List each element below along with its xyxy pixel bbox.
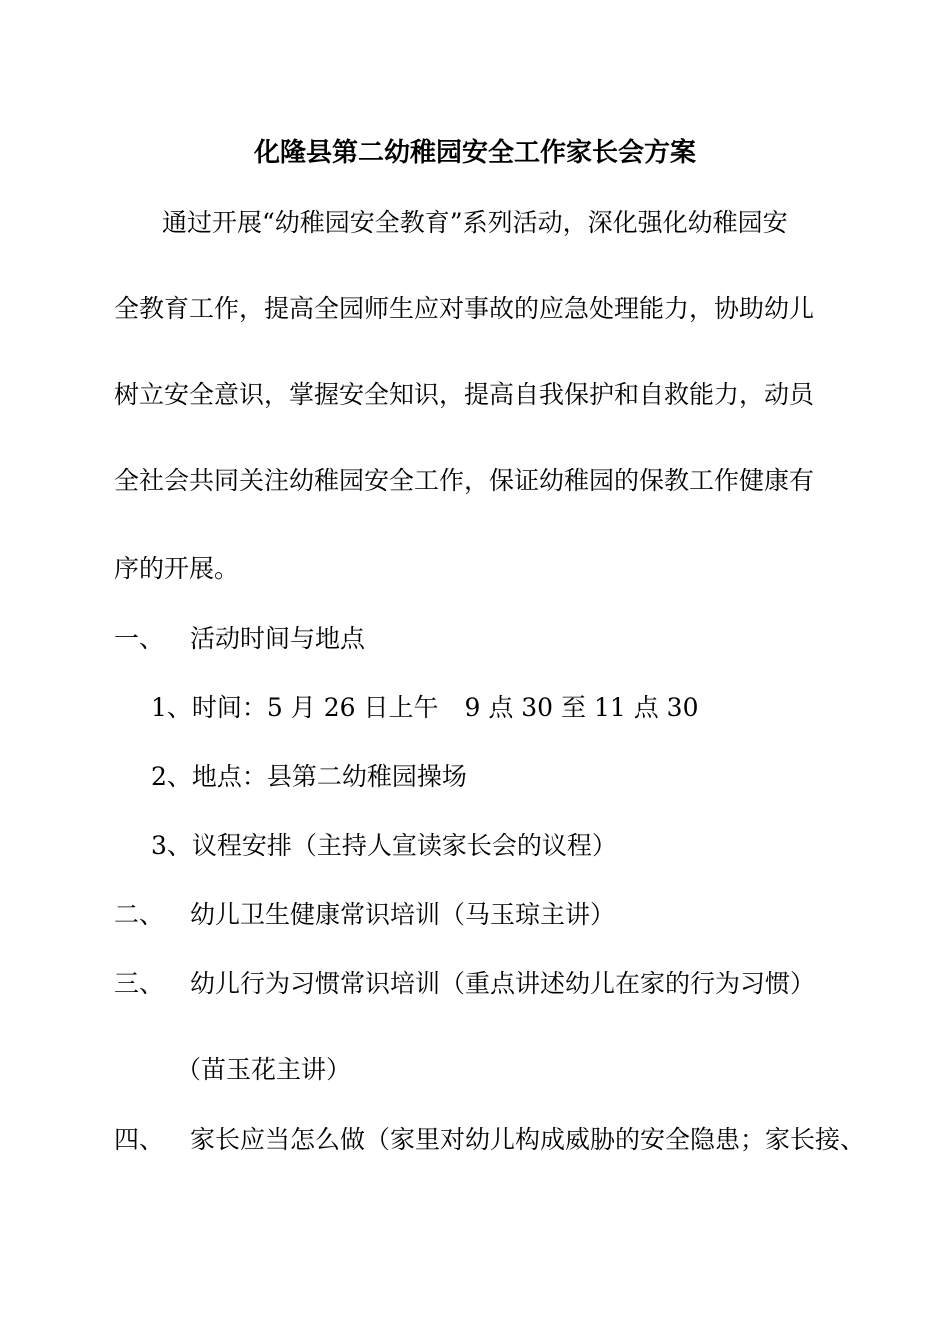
item-1-hours: 9 点 30 至 11 点 30 — [464, 693, 699, 722]
section-4-number: 四、 — [114, 1125, 165, 1154]
section-3-continuation: （苗玉花主讲） — [176, 1055, 352, 1084]
document-title: 化隆县第二幼稚园安全工作家长会方案 — [253, 138, 696, 168]
section-1-heading — [114, 621, 365, 657]
intro-line-2: 全教育工作，提高全园师生应对事故的应急处理能力，协助幼儿 — [114, 294, 815, 323]
section-1-number: 一、 — [114, 624, 165, 653]
section-2-heading — [114, 897, 615, 933]
intro-line-4: 全社会共同关注幼稚园安全工作，保证幼稚园的保教工作健康有 — [114, 466, 815, 495]
section-2-number: 二、 — [114, 900, 165, 929]
item-2-location: 2、地点：县第二幼稚园操场 — [151, 762, 467, 791]
item-3-agenda: 3、议程安排（主持人宣读家长会的议程） — [151, 831, 617, 860]
section-4-text: 家长应当怎么做（家里对幼儿构成威胁的安全隐患；家长接、 — [190, 1125, 866, 1154]
intro-line-1: 通过开展“幼稚园安全教育”系列活动，深化强化幼稚园安 — [162, 208, 788, 237]
section-3-heading — [114, 966, 815, 1002]
intro-line-3: 树立安全意识，掌握安全知识，提高自我保护和自救能力，动员 — [114, 380, 815, 409]
item-1-time — [151, 690, 699, 726]
intro-line-5: 序的开展。 — [114, 554, 240, 583]
section-1-text: 活动时间与地点 — [190, 624, 366, 653]
section-4-heading — [114, 1122, 865, 1158]
section-3-number: 三、 — [114, 969, 165, 998]
item-1-date: 1、时间：5 月 26 日上午 — [151, 693, 439, 722]
section-2-text: 幼儿卫生健康常识培训（马玉琼主讲） — [190, 900, 616, 929]
section-3-text: 幼儿行为习惯常识培训（重点讲述幼儿在家的行为习惯） — [190, 969, 816, 998]
